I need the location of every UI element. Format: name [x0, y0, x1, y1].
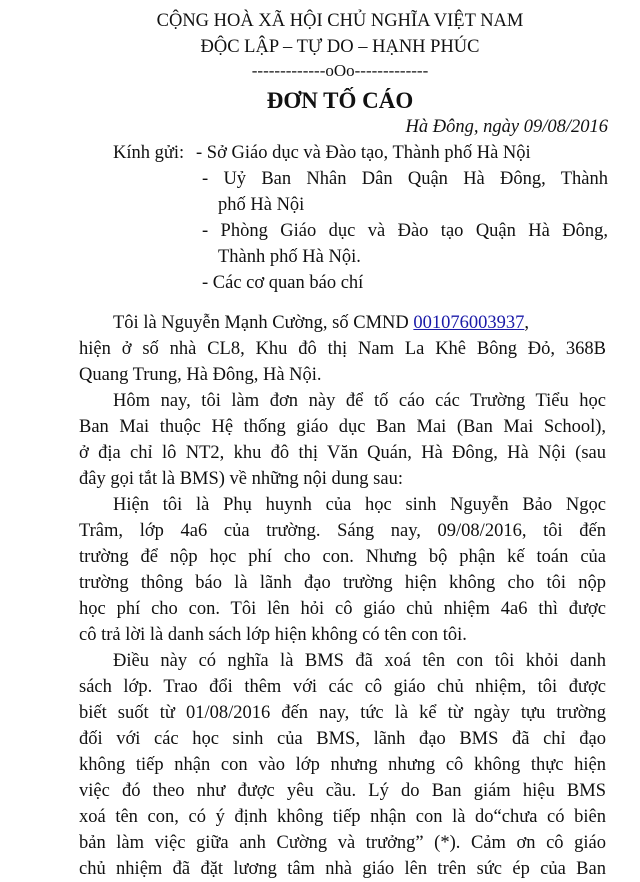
paragraph-line: Điều này có nghĩa là BMS đã xoá tên con tôi khỏi danh	[113, 651, 606, 671]
paragraph-line: Ban Mai thuộc Hệ thống giáo dục Ban Mai (Ban Mai School),	[79, 417, 606, 437]
recipient-4: - Các cơ quan báo chí	[202, 273, 364, 293]
paragraph-line: việc đó theo như được yêu cầu. Lý do Ban giám hiệu BMS	[79, 781, 606, 801]
recipient-1: - Sở Giáo dục và Đào tạo, Thành phố Hà Nội	[196, 143, 531, 163]
document-title: ĐƠN TỐ CÁO	[266, 88, 414, 113]
national-title: CỘNG HOÀ XÃ HỘI CHỦ NGHĨA VIỆT NAM	[156, 11, 524, 31]
paragraph-line: biết suốt từ 01/08/2016 đến nay, tức là kể từ ngày tựu trường	[79, 703, 606, 723]
paragraph-line: ở địa chỉ lô NT2, khu đô thị Văn Quán, Hà Đông, Hà Nội (sau	[79, 443, 606, 463]
recipient-3-cont: Thành phố Hà Nội.	[218, 247, 361, 267]
paragraph-line: Quang Trung, Hà Đông, Hà Nội.	[79, 365, 322, 385]
paragraph-line: trường thông báo là lãnh đạo trường hiện không cho tôi nộp	[79, 573, 606, 593]
paragraph-line: không tiếp nhận con vào lớp nhưng nhưng cô không thực hiện	[79, 755, 606, 775]
paragraph-line: hiện ở số nhà CL8, Khu đô thị Nam La Khê Bông Đỏ, 368B	[79, 339, 606, 359]
paragraph-line: đối với các học sinh của BMS, lãnh đạo BMS đã chỉ đạo	[79, 729, 606, 749]
place-date: Hà Đông, ngày 09/08/2016	[405, 117, 608, 137]
paragraph-line: bản làm việc giữa anh Cường và trưởng” (*). Cảm ơn cô giáo	[79, 833, 606, 853]
paragraph-line: trường để nộp học phí cho con. Nhưng bộ phận kế toán của	[79, 547, 606, 567]
national-motto: ĐỘC LẬP – TỰ DO – HẠNH PHÚC	[200, 37, 480, 57]
paragraph-line: Tôi là Nguyễn Mạnh Cường, số CMND 001076003937,	[113, 313, 530, 333]
paragraph-line: đây gọi tắt là BMS) về những nội dung sau:	[79, 469, 403, 489]
recipient-2: - Uỷ Ban Nhân Dân Quận Hà Đông, Thành	[202, 169, 608, 189]
paragraph-line: sách lớp. Trao đổi thêm với các cô giáo chủ nhiệm, tôi được	[79, 677, 606, 697]
header-divider: -------------oOo-------------	[251, 61, 429, 80]
paragraph-line: chủ nhiệm đã đặt lương tâm nhà giáo lên trên sức ép của Ban	[79, 859, 606, 879]
paragraph-line: xoá tên con, có ý định không tiếp nhận con là do“chưa có biên	[79, 807, 606, 827]
paragraph-line: Trâm, lớp 4a6 của trường. Sáng nay, 09/08/2016, tôi đến	[79, 521, 606, 541]
recipients-label: Kính gửi:	[113, 143, 185, 163]
paragraph-line: học phí cho con. Tôi lên hỏi cô giáo chủ nhiệm 4a6 thì được	[79, 599, 606, 619]
paragraph-line: Hiện tôi là Phụ huynh của học sinh Nguyễn Bảo Ngọc	[113, 495, 606, 515]
id-number-link[interactable]: 001076003937	[413, 313, 525, 333]
paragraph-line: cô trả lời là danh sách lớp hiện không có tên con tôi.	[79, 625, 467, 645]
recipient-3: - Phòng Giáo dục và Đào tạo Quận Hà Đông,	[202, 221, 608, 241]
paragraph-line: Hôm nay, tôi làm đơn này để tố cáo các Trường Tiểu học	[113, 391, 606, 411]
recipient-2-cont: phố Hà Nội	[218, 195, 305, 215]
